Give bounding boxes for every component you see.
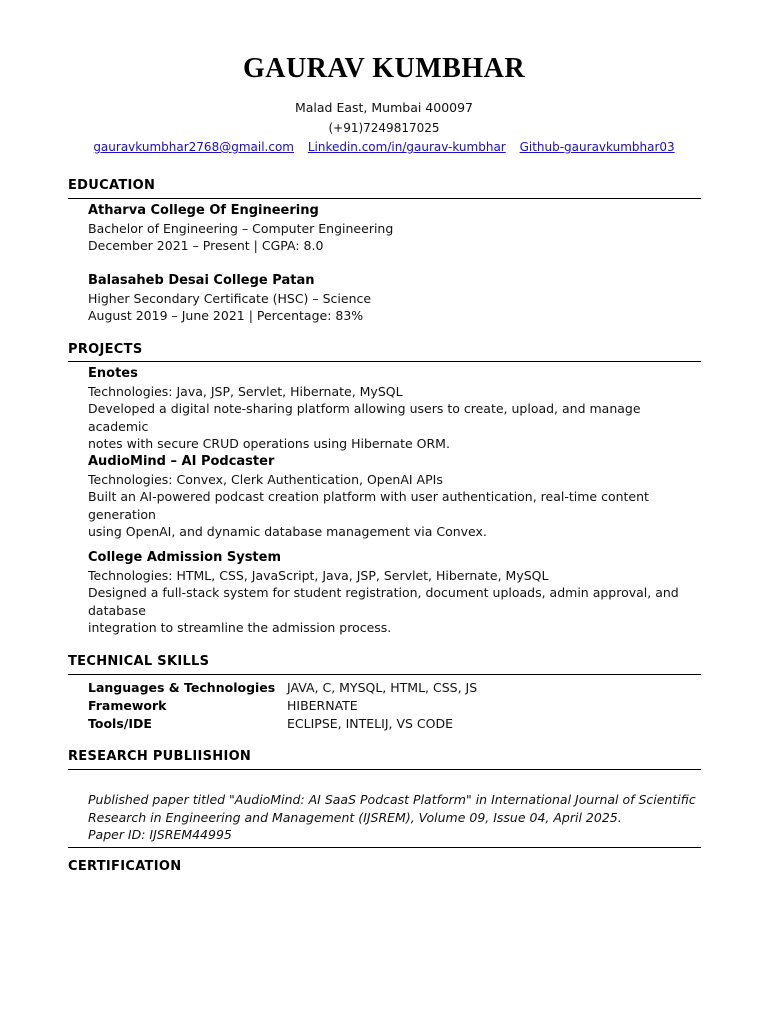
publication-text: Research in Engineering and Management (IJSREM), Volume 09, Issue 04, April 2025. — [88, 809, 622, 825]
linkedin-link[interactable]: Linkedin.com/in/gaurav-kumbhar — [307, 140, 506, 154]
github-link[interactable]: Github-gauravkumbhar03 — [519, 140, 675, 154]
project-description: Developed a digital note-sharing platform allowing users to create, upload, and manage academic — [88, 401, 641, 434]
project-name: AudioMind – AI Podcaster — [88, 454, 275, 469]
school-name: Atharva College Of Engineering — [88, 203, 319, 218]
project-entry — [88, 549, 698, 637]
project-entry — [88, 453, 698, 541]
skill-value: HIBERNATE — [287, 697, 358, 713]
section-divider — [68, 674, 701, 675]
section-divider — [68, 361, 701, 362]
degree: Bachelor of Engineering – Computer Engineering — [88, 220, 394, 236]
project-entry — [88, 365, 698, 453]
skill-label: Framework — [88, 697, 167, 713]
publication-entry — [88, 791, 698, 844]
education-entry — [88, 272, 698, 325]
project-technologies: Technologies: Convex, Clerk Authentication, OpenAI APIs — [88, 471, 443, 487]
project-description: integration to streamline the admission process. — [88, 620, 392, 635]
skills-heading: TECHNICAL SKILLS — [68, 654, 210, 669]
skill-label: Tools/IDE — [88, 715, 152, 731]
publication-text: Published paper titled "AudioMind: AI SaaS Podcast Platform" in International Journal of Scientific — [88, 792, 696, 807]
education-dates: August 2019 – June 2021 | Percentage: 83% — [88, 308, 364, 323]
skill-label: Languages & Technologies — [88, 680, 276, 695]
research-heading: RESEARCH PUBLIISHION — [68, 749, 252, 764]
skill-value: ECLIPSE, INTELIJ, VS CODE — [287, 715, 453, 731]
publication-id: Paper ID: IJSREM44995 — [88, 827, 232, 842]
projects-heading: PROJECTS — [68, 342, 143, 357]
email-link[interactable]: gauravkumbhar2768@gmail.com — [93, 140, 294, 154]
project-name: College Admission System — [88, 550, 282, 565]
skills-row — [88, 697, 477, 715]
section-divider — [68, 847, 701, 848]
project-description: notes with secure CRUD operations using Hibernate ORM. — [88, 436, 450, 451]
degree: Higher Secondary Certificate (HSC) – Science — [88, 290, 372, 306]
project-description: Built an AI-powered podcast creation platform with user authentication, real-time content generation — [88, 489, 649, 522]
phone-number: (+91)7249817025 — [328, 121, 440, 135]
project-technologies: Technologies: Java, JSP, Servlet, Hibernate, MySQL — [88, 383, 403, 399]
section-divider — [68, 769, 701, 770]
education-entry — [88, 202, 698, 255]
certification-heading: CERTIFICATION — [68, 859, 182, 874]
contact-links — [0, 140, 768, 154]
project-description: Designed a full-stack system for student registration, document uploads, admin approval, and database — [88, 585, 679, 618]
skills-row — [88, 679, 477, 697]
skill-value: JAVA, C, MYSQL, HTML, CSS, JS — [287, 680, 478, 695]
candidate-name: GAURAV KUMBHAR — [242, 53, 526, 84]
education-dates: December 2021 – Present | CGPA: 8.0 — [88, 238, 324, 253]
project-description: using OpenAI, and dynamic database management via Convex. — [88, 524, 487, 539]
address: Malad East, Mumbai 400097 — [294, 100, 474, 115]
project-technologies: Technologies: HTML, CSS, JavaScript, Java, JSP, Servlet, Hibernate, MySQL — [88, 567, 549, 583]
skills-table — [88, 679, 477, 732]
education-heading: EDUCATION — [68, 178, 156, 193]
skills-row — [88, 715, 477, 733]
project-name: Enotes — [88, 366, 138, 381]
section-divider — [68, 198, 701, 199]
school-name: Balasaheb Desai College Patan — [88, 273, 315, 288]
